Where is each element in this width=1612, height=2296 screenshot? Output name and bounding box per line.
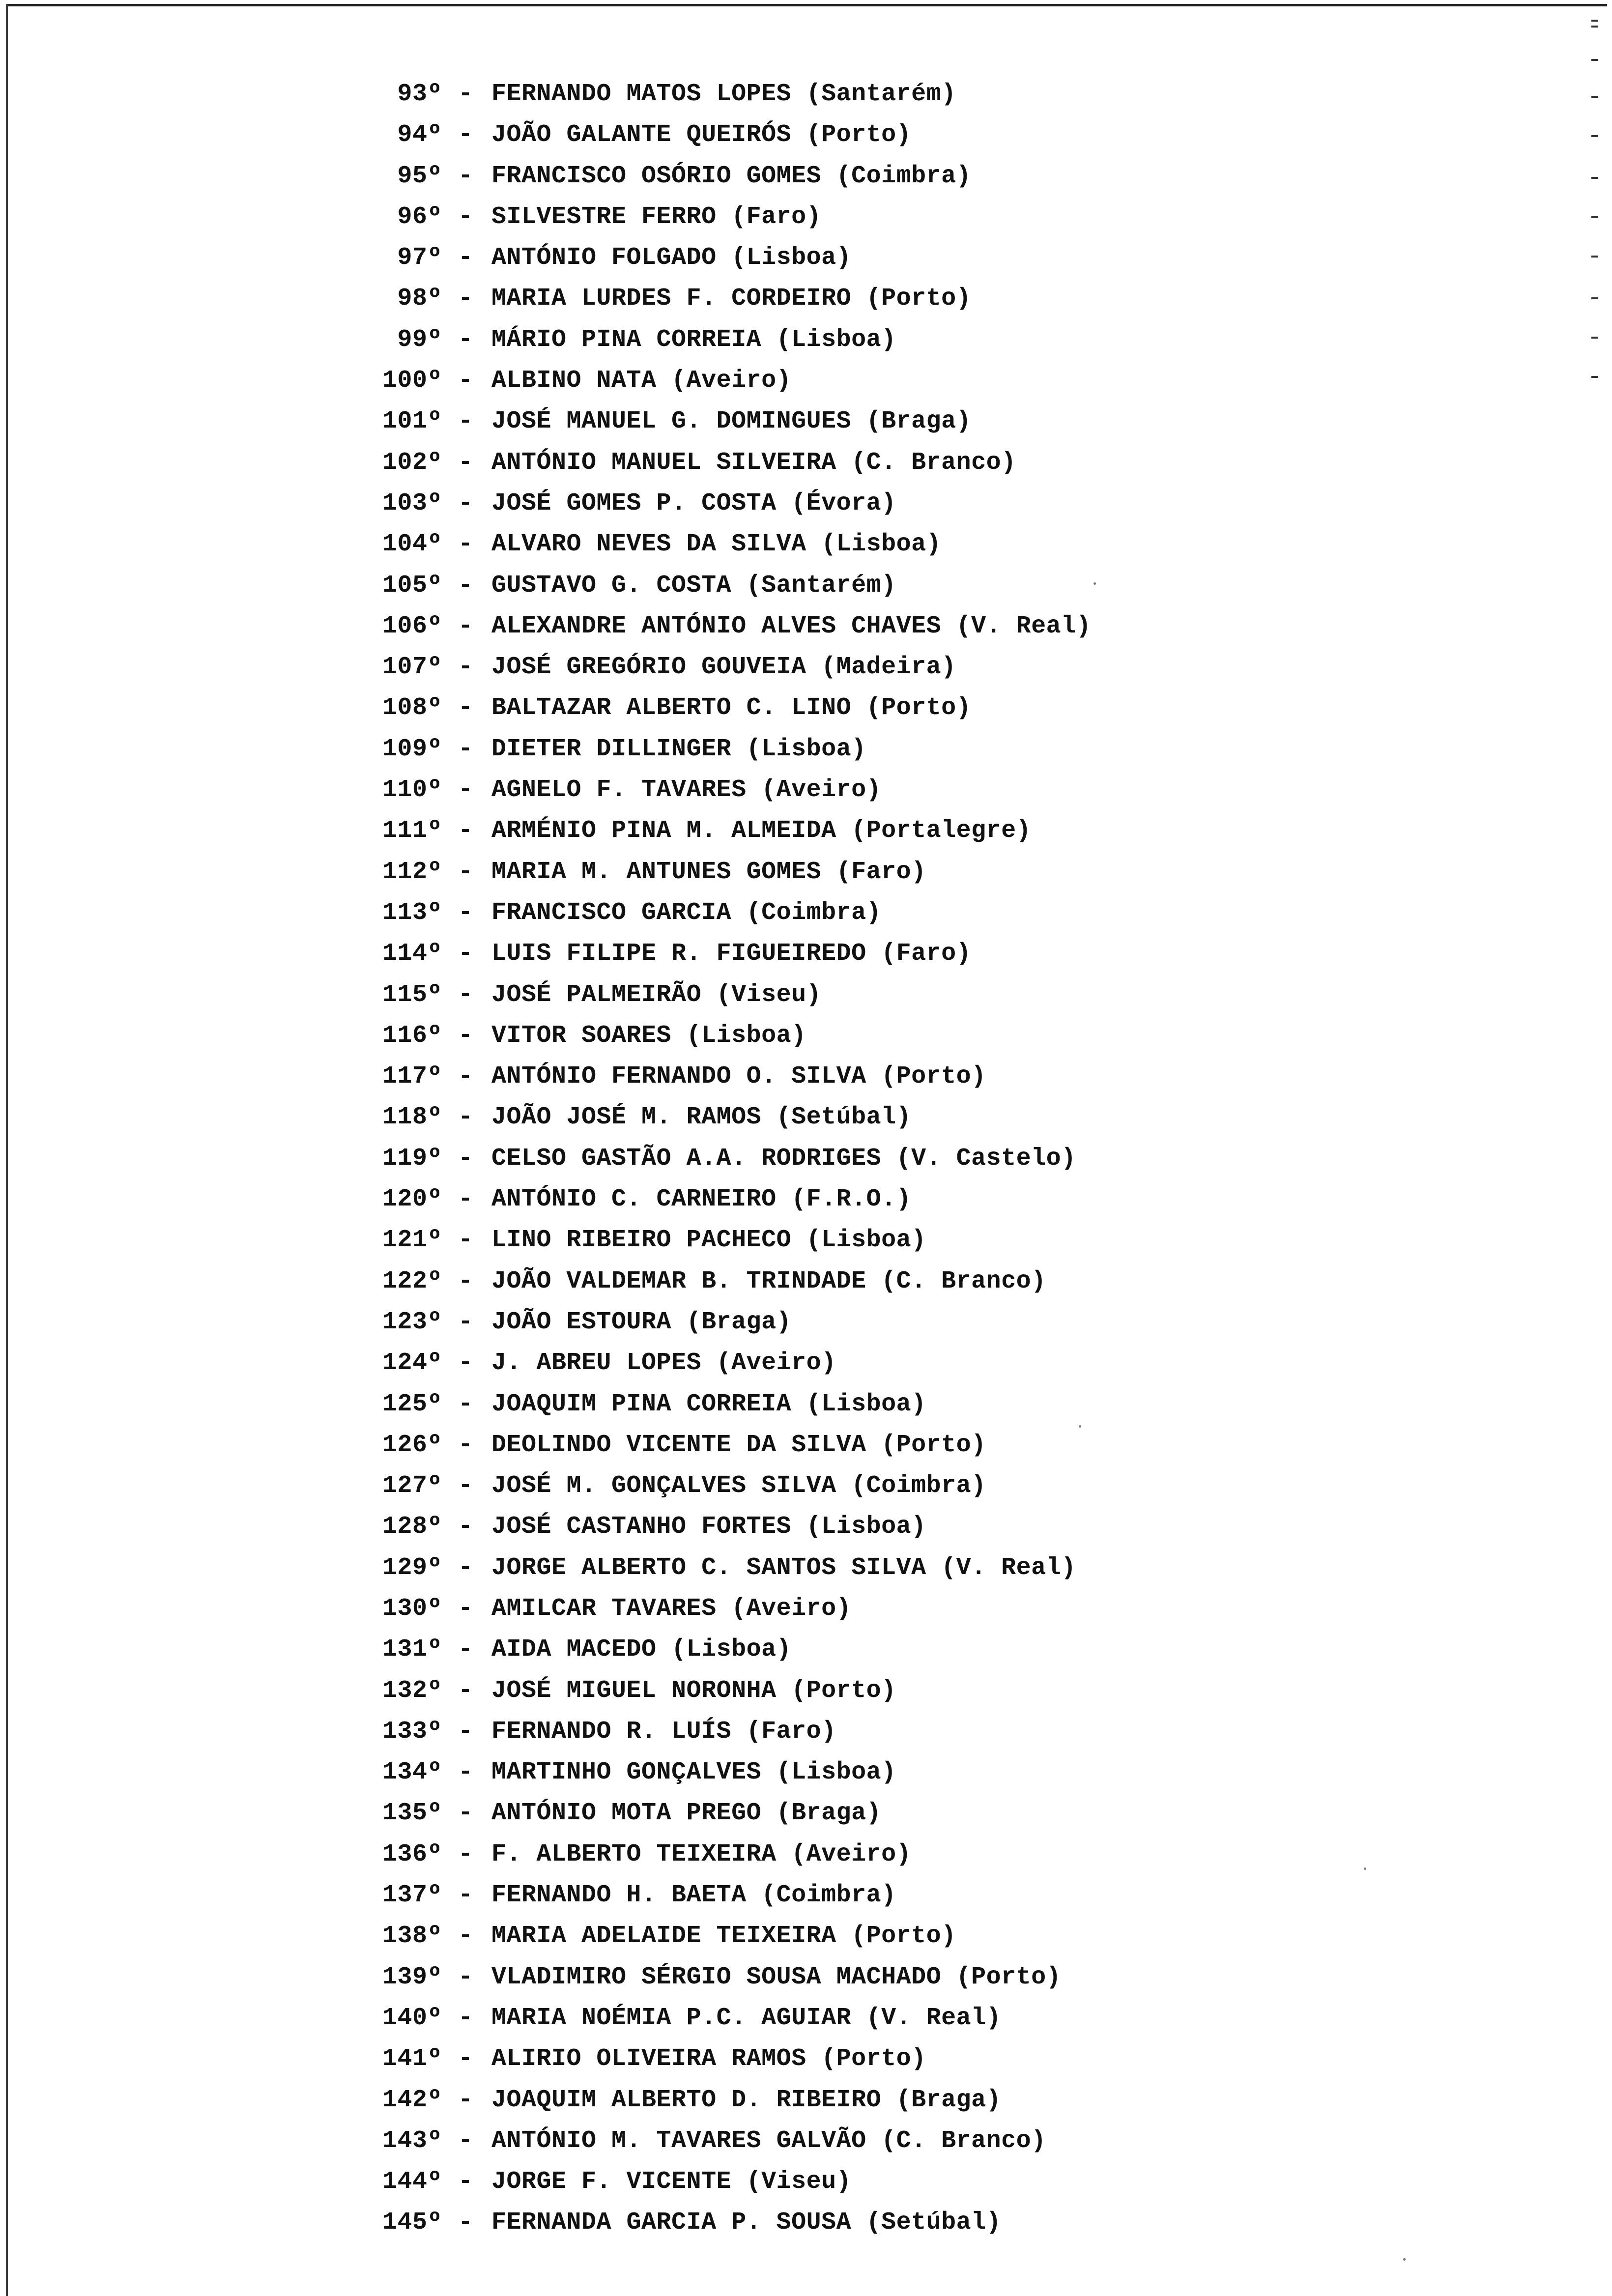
list-item xyxy=(0,360,1573,401)
person-name-district: GUSTAVO G. COSTA (Santarém) xyxy=(491,571,896,600)
list-item xyxy=(0,1343,1573,1383)
list-item xyxy=(0,1548,1573,1588)
person-name-district: DEOLINDO VICENTE DA SILVA (Porto) xyxy=(491,1431,986,1459)
dash-separator: - xyxy=(458,1144,473,1173)
rank-number: 135º xyxy=(382,1799,442,1828)
dash-separator: - xyxy=(458,1840,473,1868)
rank-number: 144º xyxy=(382,2168,442,2196)
dash-separator: - xyxy=(458,1922,473,1951)
person-name-district: CELSO GASTÃO A.A. RODRIGES (V. Castelo) xyxy=(491,1144,1076,1173)
dash-separator: - xyxy=(458,202,473,231)
dash-separator: - xyxy=(458,1553,473,1582)
person-name-district: ANTÓNIO FERNANDO O. SILVA (Porto) xyxy=(491,1062,986,1091)
person-name-district: ANTÓNIO MANUEL SILVEIRA (C. Branco) xyxy=(491,448,1016,477)
person-name-district: JOSÉ GREGÓRIO GOUVEIA (Madeira) xyxy=(491,653,956,682)
margin-dash-marks xyxy=(1591,15,1601,388)
person-name-district: F. ALBERTO TEIXEIRA (Aveiro) xyxy=(491,1840,912,1868)
rank-number: 93º xyxy=(397,80,442,108)
rank-number: 130º xyxy=(382,1594,442,1623)
rank-number: 140º xyxy=(382,2004,442,2032)
rank-number: 101º xyxy=(382,407,442,436)
list-item xyxy=(0,647,1573,688)
list-item xyxy=(0,237,1573,278)
list-item xyxy=(0,197,1573,237)
list-item xyxy=(0,975,1573,1015)
dash-separator: - xyxy=(458,940,473,968)
rank-number: 120º xyxy=(382,1185,442,1214)
list-item xyxy=(0,1506,1573,1547)
person-name-district: JOSÉ GOMES P. COSTA (Évora) xyxy=(491,489,896,517)
list-item xyxy=(0,1752,1573,1793)
dash-separator: - xyxy=(458,1636,473,1664)
dash-separator: - xyxy=(458,162,473,190)
person-name-district: JOÃO ESTOURA (Braga) xyxy=(491,1308,792,1336)
person-name-district: SILVESTRE FERRO (Faro) xyxy=(491,202,822,231)
rank-number: 105º xyxy=(382,571,442,600)
list-item xyxy=(0,278,1573,319)
person-name-district: JOÃO VALDEMAR B. TRINDADE (C. Branco) xyxy=(491,1267,1046,1295)
dash-separator: - xyxy=(458,530,473,559)
rank-number: 132º xyxy=(382,1676,442,1705)
rank-number: 117º xyxy=(382,1062,442,1091)
list-item xyxy=(0,1793,1573,1834)
person-name-district: MARIA ADELAIDE TEIXEIRA (Porto) xyxy=(491,1922,956,1951)
dash-separator: - xyxy=(458,325,473,354)
person-name-district: LUIS FILIPE R. FIGUEIREDO (Faro) xyxy=(491,940,972,968)
rank-number: 137º xyxy=(382,1881,442,1910)
rank-number: 141º xyxy=(382,2045,442,2073)
list-item xyxy=(0,401,1573,442)
rank-number: 114º xyxy=(382,940,442,968)
rank-number: 133º xyxy=(382,1717,442,1746)
rank-number: 119º xyxy=(382,1144,442,1173)
dash-separator: - xyxy=(458,80,473,108)
list-item xyxy=(0,1834,1573,1875)
person-name-district: FRANCISCO OSÓRIO GOMES (Coimbra) xyxy=(491,162,972,190)
person-name-district: MARIA M. ANTUNES GOMES (Faro) xyxy=(491,858,926,886)
person-name-district: ANTÓNIO MOTA PREGO (Braga) xyxy=(491,1799,882,1828)
dash-separator: - xyxy=(458,1758,473,1787)
list-item xyxy=(0,565,1573,606)
dash-separator: - xyxy=(458,2004,473,2032)
dash-separator: - xyxy=(458,2045,473,2073)
dash-separator: - xyxy=(458,2168,473,2196)
dash-separator: - xyxy=(458,612,473,640)
dash-separator: - xyxy=(458,1431,473,1459)
list-item xyxy=(0,892,1573,933)
person-name-district: JOSÉ MIGUEL NORONHA (Porto) xyxy=(491,1676,896,1705)
rank-number: 124º xyxy=(382,1349,442,1378)
dash-separator: - xyxy=(458,244,473,272)
dash-separator: - xyxy=(458,1308,473,1336)
person-name-district: FERNANDO R. LUÍS (Faro) xyxy=(491,1717,836,1746)
person-name-district: JORGE F. VICENTE (Viseu) xyxy=(491,2168,852,2196)
person-name-district: FRANCISCO GARCIA (Coimbra) xyxy=(491,898,882,927)
list-item xyxy=(0,810,1573,851)
person-name-district: DIETER DILLINGER (Lisboa) xyxy=(491,735,866,763)
dash-separator: - xyxy=(458,776,473,804)
person-name-district: AMILCAR TAVARES (Aveiro) xyxy=(491,1594,852,1623)
dash-separator: - xyxy=(458,1799,473,1828)
list-item xyxy=(0,1179,1573,1220)
list-item xyxy=(0,606,1573,647)
list-item xyxy=(0,1711,1573,1752)
rank-number: 121º xyxy=(382,1226,442,1255)
rank-number: 139º xyxy=(382,1963,442,1991)
top-border-line xyxy=(7,4,1607,6)
person-name-district: ALBINO NATA (Aveiro) xyxy=(491,367,792,395)
person-name-district: FERNANDA GARCIA P. SOUSA (Setúbal) xyxy=(491,2209,1002,2237)
dash-separator: - xyxy=(458,735,473,763)
list-item xyxy=(0,933,1573,974)
list-item xyxy=(0,1465,1573,1506)
list-item xyxy=(0,1957,1573,1998)
dash-separator: - xyxy=(458,285,473,313)
list-item xyxy=(0,442,1573,483)
rank-number: 143º xyxy=(382,2126,442,2155)
dash-separator: - xyxy=(458,898,473,927)
list-item xyxy=(0,1425,1573,1465)
dash-separator: - xyxy=(458,407,473,436)
list-item xyxy=(0,1875,1573,1916)
list-item xyxy=(0,156,1573,197)
person-name-district: ALIRIO OLIVEIRA RAMOS (Porto) xyxy=(491,2045,926,2073)
person-name-district: JOAQUIM ALBERTO D. RIBEIRO (Braga) xyxy=(491,2086,1002,2114)
dash-separator: - xyxy=(458,1676,473,1705)
dash-separator: - xyxy=(458,980,473,1009)
dash-separator: - xyxy=(458,121,473,149)
list-item xyxy=(0,1056,1573,1097)
rank-number: 109º xyxy=(382,735,442,763)
list-item xyxy=(0,1670,1573,1711)
list-item xyxy=(0,1220,1573,1261)
list-item xyxy=(0,688,1573,728)
list-item xyxy=(0,1302,1573,1343)
list-item xyxy=(0,1384,1573,1425)
person-name-district: FERNANDO H. BAETA (Coimbra) xyxy=(491,1881,896,1910)
rank-number: 145º xyxy=(382,2209,442,2237)
rank-number: 138º xyxy=(382,1922,442,1951)
person-name-district: MARIA LURDES F. CORDEIRO (Porto) xyxy=(491,285,972,313)
rank-number: 128º xyxy=(382,1513,442,1541)
person-name-district: JOSÉ M. GONÇALVES SILVA (Coimbra) xyxy=(491,1472,986,1500)
person-name-district: BALTAZAR ALBERTO C. LINO (Porto) xyxy=(491,694,972,722)
rank-number: 95º xyxy=(397,162,442,190)
person-name-district: LINO RIBEIRO PACHECO (Lisboa) xyxy=(491,1226,926,1255)
list-item xyxy=(0,2080,1573,2121)
rank-number: 113º xyxy=(382,898,442,927)
rank-number: 115º xyxy=(382,980,442,1009)
dash-separator: - xyxy=(458,1717,473,1746)
list-item xyxy=(0,2121,1573,2161)
person-name-district: AIDA MACEDO (Lisboa) xyxy=(491,1636,792,1664)
dash-separator: - xyxy=(458,653,473,682)
rank-number: 104º xyxy=(382,530,442,559)
person-name-district: JORGE ALBERTO C. SANTOS SILVA (V. Real) xyxy=(491,1553,1076,1582)
list-item xyxy=(0,729,1573,770)
rank-number: 110º xyxy=(382,776,442,804)
person-name-district: ANTÓNIO C. CARNEIRO (F.R.O.) xyxy=(491,1185,912,1214)
person-name-district: FERNANDO MATOS LOPES (Santarém) xyxy=(491,80,956,108)
list-item xyxy=(0,1261,1573,1302)
person-name-district: ALEXANDRE ANTÓNIO ALVES CHAVES (V. Real) xyxy=(491,612,1092,640)
rank-number: 100º xyxy=(382,367,442,395)
rank-number: 112º xyxy=(382,858,442,886)
dash-separator: - xyxy=(458,817,473,845)
list-item xyxy=(0,115,1573,155)
person-name-district: VITOR SOARES (Lisboa) xyxy=(491,1021,806,1050)
person-name-district: JOAQUIM PINA CORREIA (Lisboa) xyxy=(491,1390,926,1418)
rank-number: 98º xyxy=(397,285,442,313)
list-item xyxy=(0,74,1573,115)
list-item xyxy=(0,1138,1573,1179)
dash-separator: - xyxy=(458,1062,473,1091)
rank-number: 125º xyxy=(382,1390,442,1418)
person-name-district: MARIA NOÉMIA P.C. AGUIAR (V. Real) xyxy=(491,2004,1002,2032)
person-name-district: JOÃO GALANTE QUEIRÓS (Porto) xyxy=(491,121,912,149)
dash-separator: - xyxy=(458,1349,473,1378)
rank-number: 123º xyxy=(382,1308,442,1336)
rank-number: 94º xyxy=(397,121,442,149)
rank-number: 106º xyxy=(382,612,442,640)
dash-separator: - xyxy=(458,367,473,395)
dash-separator: - xyxy=(458,1881,473,1910)
dash-separator: - xyxy=(458,489,473,517)
list-item xyxy=(0,1916,1573,1956)
rank-number: 102º xyxy=(382,448,442,477)
person-name-district: AGNELO F. TAVARES (Aveiro) xyxy=(491,776,882,804)
list-item xyxy=(0,1588,1573,1629)
rank-number: 127º xyxy=(382,1472,442,1500)
list-item xyxy=(0,524,1573,565)
scan-speck xyxy=(1403,2258,1406,2261)
rank-number: 118º xyxy=(382,1103,442,1132)
dash-separator: - xyxy=(458,571,473,600)
rank-number: 142º xyxy=(382,2086,442,2114)
rank-number: 108º xyxy=(382,694,442,722)
person-name-district: JOSÉ MANUEL G. DOMINGUES (Braga) xyxy=(491,407,972,436)
dash-separator: - xyxy=(458,1513,473,1541)
rank-number: 103º xyxy=(382,489,442,517)
list-item xyxy=(0,483,1573,524)
rank-number: 126º xyxy=(382,1431,442,1459)
rank-number: 131º xyxy=(382,1636,442,1664)
list-item xyxy=(0,1097,1573,1138)
rank-number: 116º xyxy=(382,1021,442,1050)
dash-separator: - xyxy=(458,1472,473,1500)
rank-number: 136º xyxy=(382,1840,442,1868)
rank-number: 107º xyxy=(382,653,442,682)
rank-number: 99º xyxy=(397,325,442,354)
person-name-district: VLADIMIRO SÉRGIO SOUSA MACHADO (Porto) xyxy=(491,1963,1062,1991)
person-name-district: ARMÉNIO PINA M. ALMEIDA (Portalegre) xyxy=(491,817,1032,845)
rank-number: 134º xyxy=(382,1758,442,1787)
list-item xyxy=(0,1998,1573,2038)
dash-separator: - xyxy=(458,448,473,477)
dash-separator: - xyxy=(458,2086,473,2114)
rank-number: 122º xyxy=(382,1267,442,1295)
person-name-district: MARTINHO GONÇALVES (Lisboa) xyxy=(491,1758,896,1787)
rank-number: 97º xyxy=(397,244,442,272)
list-item xyxy=(0,319,1573,360)
list-item xyxy=(0,2161,1573,2202)
person-name-district: ANTÓNIO M. TAVARES GALVÃO (C. Branco) xyxy=(491,2126,1046,2155)
list-item xyxy=(0,2202,1573,2243)
rank-number: 129º xyxy=(382,1553,442,1582)
person-name-district: JOÃO JOSÉ M. RAMOS (Setúbal) xyxy=(491,1103,912,1132)
dash-separator: - xyxy=(458,1963,473,1991)
person-name-district: J. ABREU LOPES (Aveiro) xyxy=(491,1349,836,1378)
dash-separator: - xyxy=(458,1267,473,1295)
list-item xyxy=(0,1629,1573,1670)
dash-separator: - xyxy=(458,694,473,722)
list-item xyxy=(0,1015,1573,1056)
dash-separator: - xyxy=(458,1226,473,1255)
dash-separator: - xyxy=(458,1103,473,1132)
rank-number: 111º xyxy=(382,817,442,845)
list-item xyxy=(0,770,1573,810)
ranking-list xyxy=(0,74,1573,2243)
dash-separator: - xyxy=(458,1594,473,1623)
dash-separator: - xyxy=(458,1021,473,1050)
person-name-district: MÁRIO PINA CORREIA (Lisboa) xyxy=(491,325,896,354)
dash-separator: - xyxy=(458,1185,473,1214)
dash-separator: - xyxy=(458,2126,473,2155)
dash-separator: - xyxy=(458,1390,473,1418)
person-name-district: ALVARO NEVES DA SILVA (Lisboa) xyxy=(491,530,942,559)
list-item xyxy=(0,2038,1573,2079)
person-name-district: ANTÓNIO FOLGADO (Lisboa) xyxy=(491,244,852,272)
person-name-district: JOSÉ PALMEIRÃO (Viseu) xyxy=(491,980,822,1009)
person-name-district: JOSÉ CASTANHO FORTES (Lisboa) xyxy=(491,1513,926,1541)
dash-separator: - xyxy=(458,2209,473,2237)
list-item xyxy=(0,852,1573,892)
rank-number: 96º xyxy=(397,202,442,231)
dash-separator: - xyxy=(458,858,473,886)
